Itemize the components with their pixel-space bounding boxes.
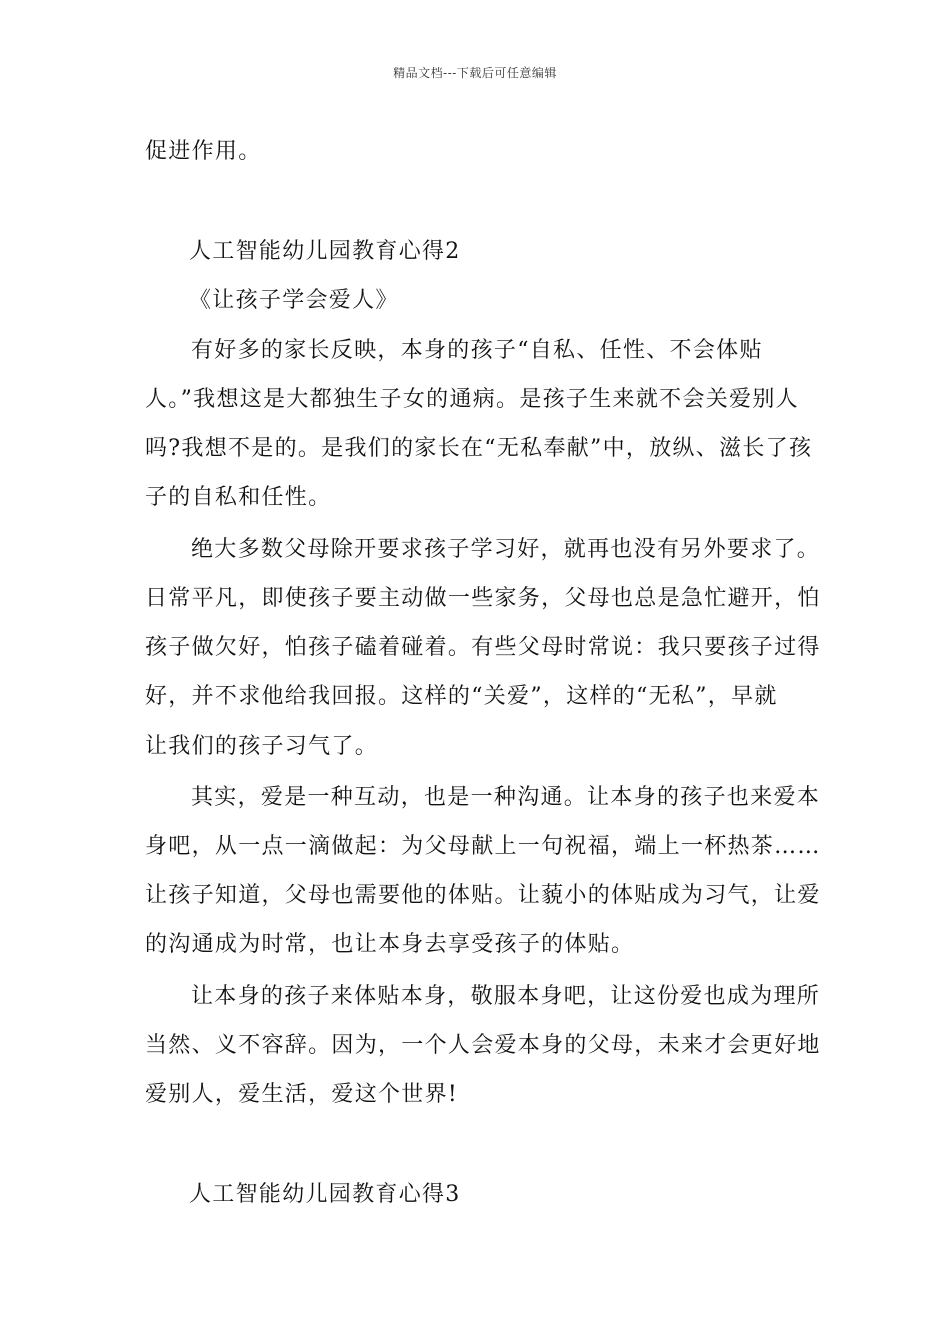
paragraph-2-line: 让我们的孩子习气了。 [145, 734, 379, 759]
paragraph-1-line: 子的自私和任性。 [145, 485, 332, 510]
paragraph-1-line: 有好多的家长反映，本身的孩子“自私、任性、不会体贴 [191, 338, 763, 363]
paragraph-3-line: 其实，爱是一种互动，也是一种沟通。让本身的孩子也来爱本 [191, 785, 821, 810]
paragraph-3-line: 身吧，从一点一滴做起：为父母献上一句祝福，端上一杯热茶…… [145, 834, 821, 859]
paragraph-4-line: 当然、义不容辞。因为，一个人会爱本身的父母，未来才会更好地 [145, 1033, 821, 1058]
section-title-3: 人工智能幼儿园教育心得3 [189, 1182, 461, 1207]
section-title-2: 人工智能幼儿园教育心得2 [189, 239, 461, 264]
paragraph-1-line: 人。”我想这是大都独生子女的通病。是孩子生来就不会关爱别人 [145, 387, 799, 412]
paragraph-3-line: 的沟通成为时常，也让本身去享受孩子的体贴。 [145, 932, 635, 957]
paragraph-2-line: 好，并不求他给我回报。这样的“关爱”，这样的“无私”，早就 [145, 684, 778, 709]
paragraph-3-line: 让孩子知道，父母也需要他的体贴。让藐小的体贴成为习气，让爱 [145, 883, 821, 908]
page-header: 精品文档---下载后可任意编辑 [393, 66, 557, 80]
paragraph-2-line: 绝大多数父母除开要求孩子学习好，就再也没有另外要求了。 [191, 537, 821, 562]
article-title: 《让孩子学会爱人》 [189, 288, 399, 313]
paragraph-1-line: 吗?我想不是的。是我们的家长在“无私奉献”中，放纵、滋长了孩 [145, 436, 813, 461]
paragraph-2-line: 孩子做欠好，怕孩子磕着碰着。有些父母时常说：我只要孩子过得 [145, 635, 821, 660]
paragraph-4-line: 让本身的孩子来体贴本身，敬服本身吧，让这份爱也成为理所 [191, 984, 821, 1009]
continuation-text: 促进作用。 [145, 139, 262, 164]
paragraph-2-line: 日常平凡，即使孩子要主动做一些家务，父母也总是急忙避开，怕 [145, 586, 821, 611]
paragraph-4-line: 爱别人，爱生活，爱这个世界! [145, 1082, 459, 1107]
